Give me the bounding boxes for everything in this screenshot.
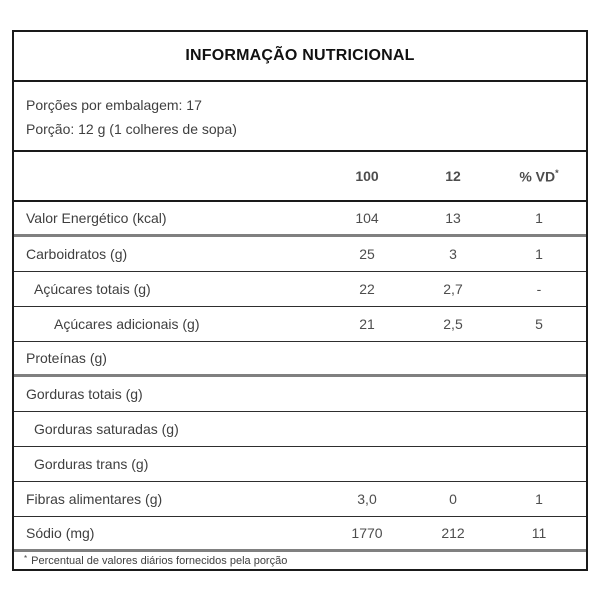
footnote-text: Percentual de valores diários fornecidos pela porção: [31, 554, 288, 567]
value-percent-vd: 1: [535, 491, 543, 507]
nutrient-label: Valor Energético (kcal): [26, 210, 167, 226]
nutrient-label: Proteínas (g): [26, 350, 107, 366]
value-per-100: 3,0: [357, 491, 377, 507]
nutrient-label: Gorduras saturadas (g): [34, 421, 179, 437]
footnote: [14, 552, 586, 569]
table-title: INFORMAÇÃO NUTRICIONAL: [185, 47, 415, 64]
value-per-serving: 212: [441, 525, 465, 541]
serving-info-section: [14, 82, 586, 152]
column-header-row: [14, 152, 586, 202]
table-row: [14, 237, 586, 272]
value-per-100: 104: [355, 210, 379, 226]
value-percent-vd: 1: [535, 246, 543, 262]
value-per-serving: 13: [445, 210, 461, 226]
percent-vd-asterisk: *: [555, 167, 559, 178]
value-per-100: 21: [359, 316, 375, 332]
table-row: [14, 377, 586, 412]
column-header-per-serving: 12: [445, 168, 461, 184]
nutrient-label: Açúcares adicionais (g): [54, 316, 200, 332]
nutrient-label: Açúcares totais (g): [34, 281, 151, 297]
table-row: [14, 447, 586, 482]
value-per-100: 1770: [351, 525, 383, 541]
table-row: [14, 202, 586, 237]
value-per-serving: 3: [449, 246, 457, 262]
value-per-serving: 0: [449, 491, 457, 507]
nutrient-label: Carboidratos (g): [26, 246, 128, 262]
nutrient-label: Gorduras trans (g): [34, 456, 149, 472]
footnote-asterisk: *: [24, 554, 28, 563]
nutrient-label: Gorduras totais (g): [26, 386, 143, 402]
column-header-percent-vd: [496, 168, 582, 185]
value-percent-vd: -: [536, 281, 542, 297]
value-percent-vd: 5: [535, 316, 543, 332]
table-title-section: [14, 32, 586, 82]
table-row: [14, 482, 586, 517]
column-header-per-100: 100: [355, 168, 379, 184]
value-percent-vd: 11: [531, 525, 547, 541]
nutrient-label: Fibras alimentares (g): [26, 491, 163, 507]
value-per-serving: 2,5: [443, 316, 463, 332]
value-per-serving: 2,7: [443, 281, 463, 297]
nutrient-label: Sódio (mg): [26, 525, 95, 541]
table-row: [14, 272, 586, 307]
value-per-100: 22: [359, 281, 375, 297]
table-row: [14, 412, 586, 447]
nutrient-rows: [14, 202, 586, 552]
table-row: [14, 342, 586, 377]
percent-vd-label: % VD: [519, 168, 556, 185]
table-row: [14, 517, 586, 552]
value-percent-vd: 1: [535, 210, 543, 226]
nutrition-facts-table: [12, 30, 588, 571]
table-row: [14, 307, 586, 342]
value-per-100: 25: [359, 246, 375, 262]
serving-size: Porção: 12 g (1 colheres de sopa): [26, 121, 237, 137]
servings-per-package: Porções por embalagem: 17: [26, 97, 202, 113]
